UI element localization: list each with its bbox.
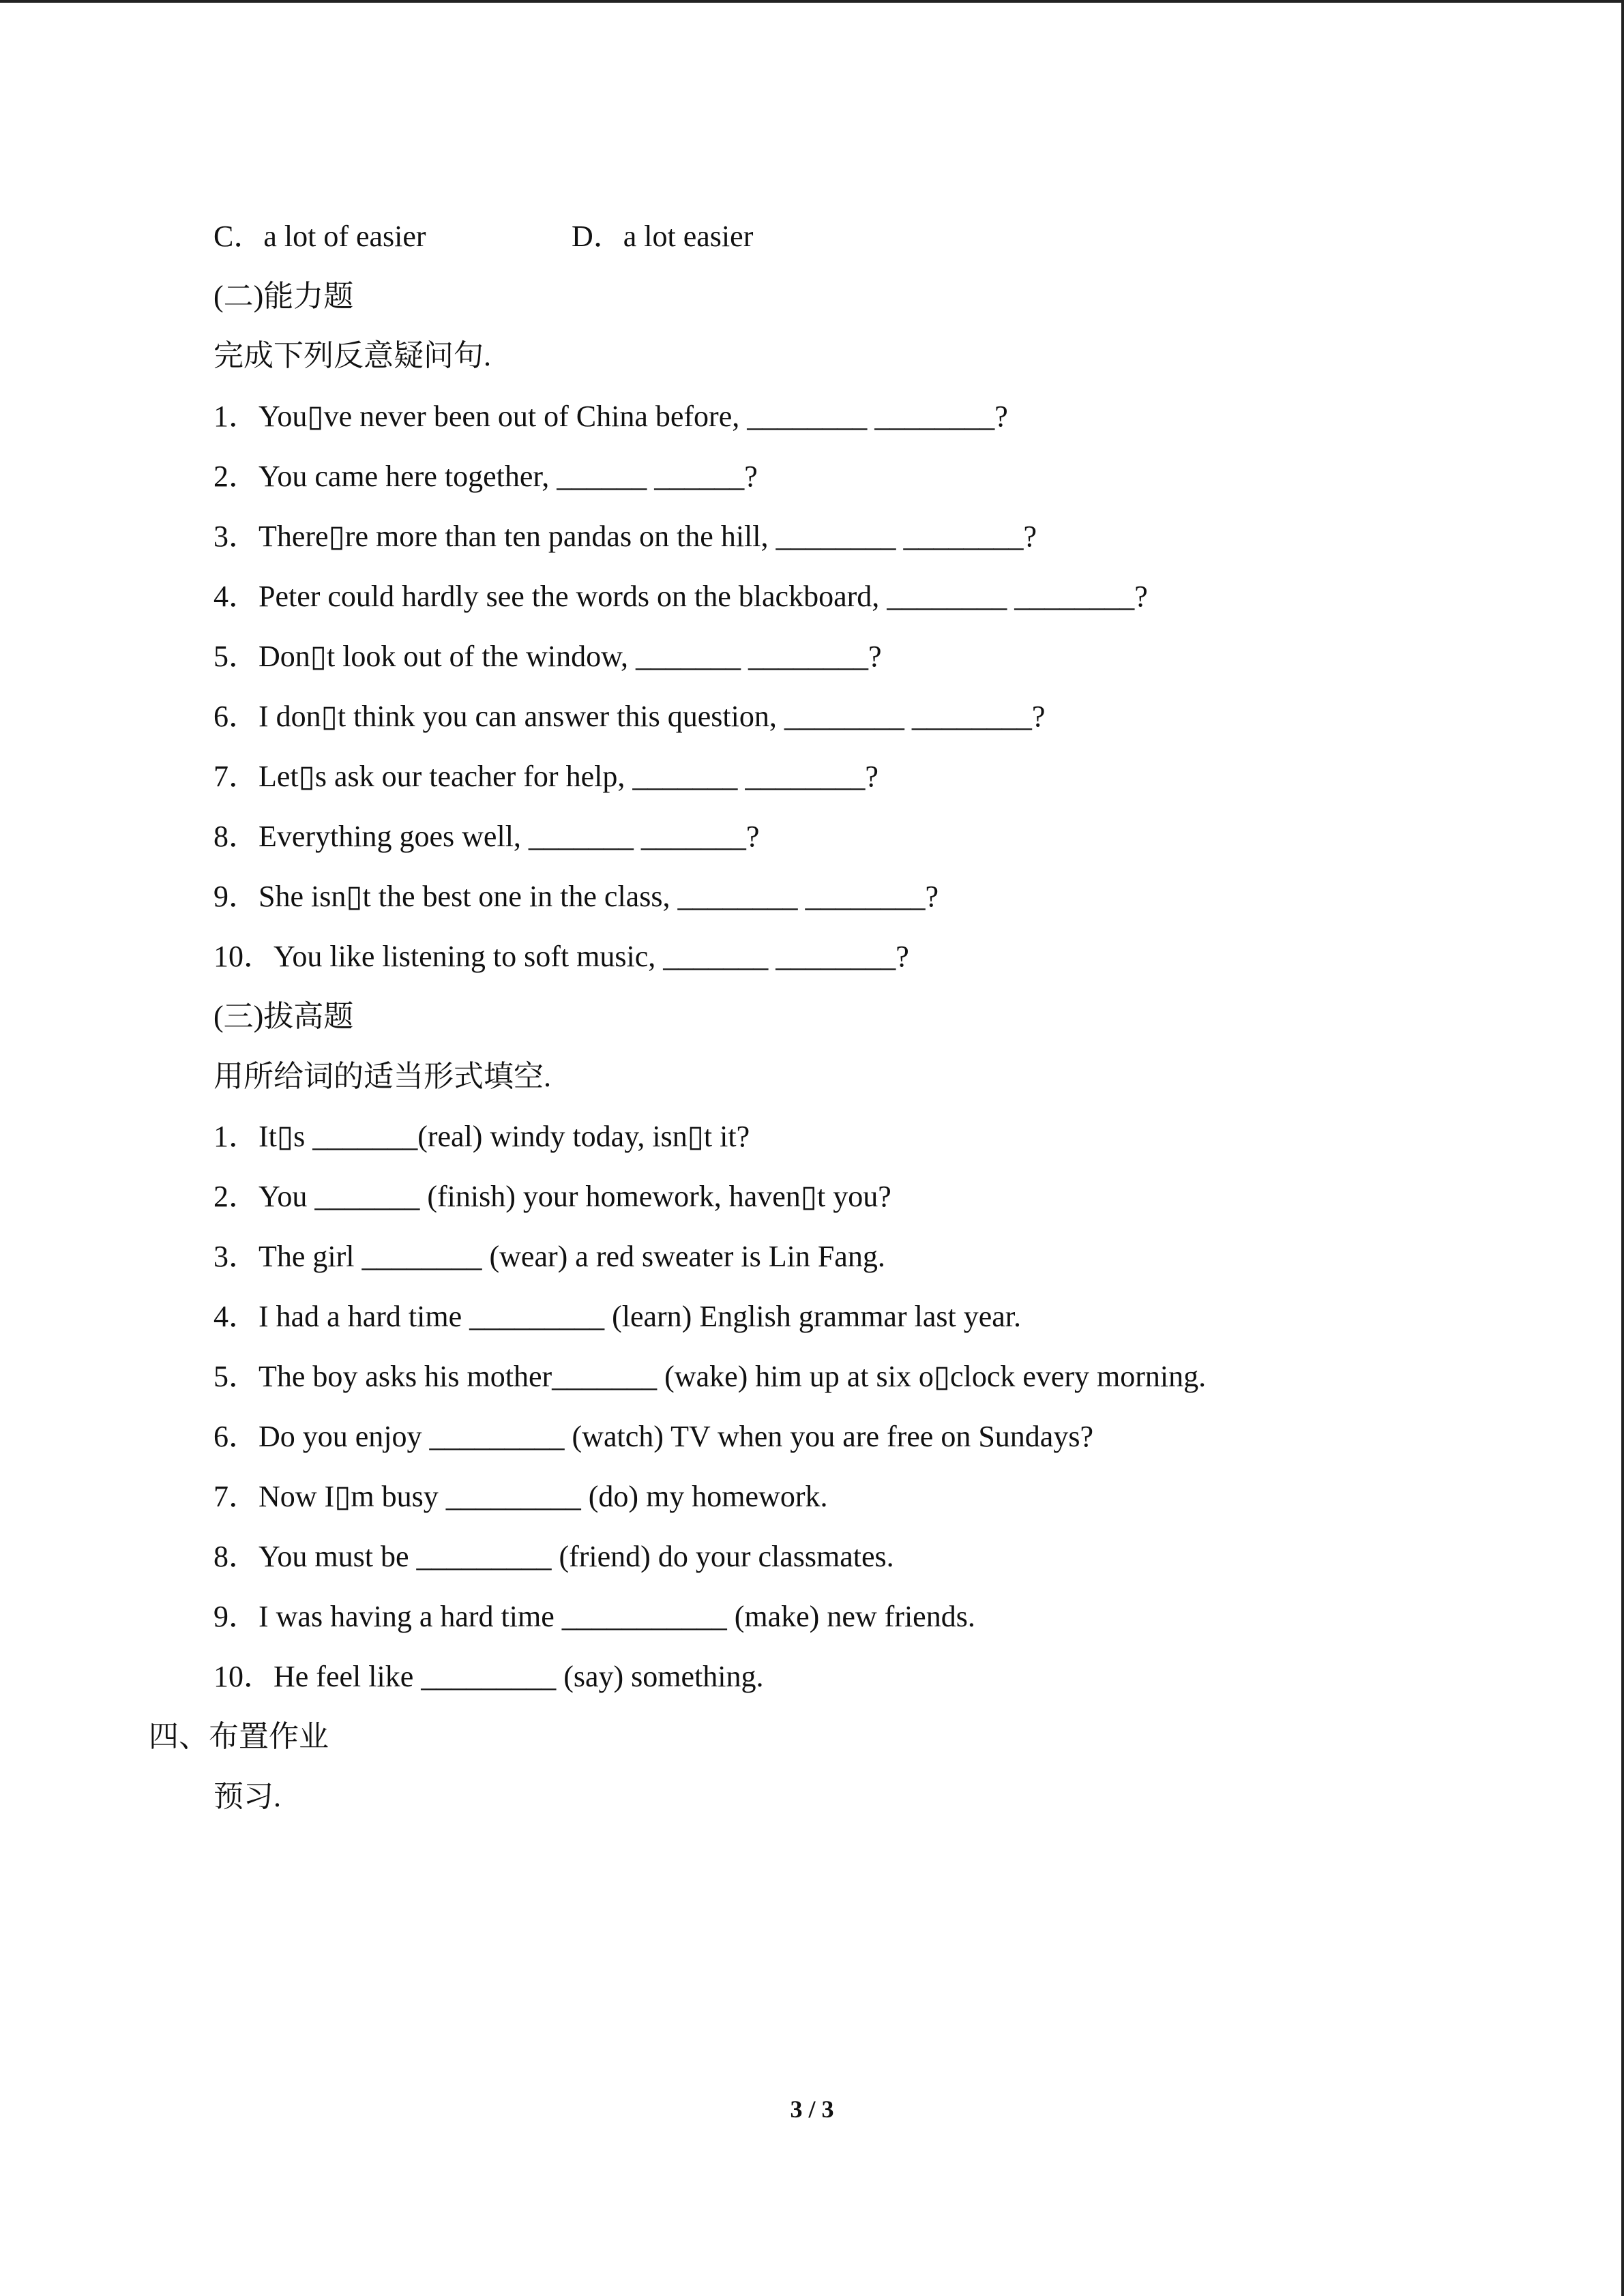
list-item: 10．He feel like _________ (say) something. — [213, 1660, 764, 1693]
section-heading-homework: 四、布置作业 — [149, 1720, 329, 1753]
section-instruction-fill-blanks: 用所给词的适当形式填空. — [213, 1060, 551, 1093]
list-item: 2．You _______ (finish) your homework, haven▯t you? — [213, 1180, 891, 1213]
list-item: 8．Everything goes well, _______ _______? — [213, 820, 760, 853]
list-item: 1．You▯ve never been out of China before, ________ ________? — [213, 400, 1008, 433]
list-item: 5．Don▯t look out of the window, _______ ________? — [213, 640, 882, 673]
list-item: 9．She isn▯t the best one in the class, ________ ________? — [213, 880, 939, 913]
list-item: 3．There▯re more than ten pandas on the hill, ________ ________? — [213, 520, 1037, 553]
section-heading-ability: (二)能力题 — [213, 280, 354, 313]
list-item: 3．The girl ________ (wear) a red sweater is Lin Fang. — [213, 1240, 885, 1273]
list-item: 6．I don▯t think you can answer this question, ________ ________? — [213, 700, 1046, 733]
list-item: 2．You came here together, ______ ______? — [213, 460, 758, 493]
option-d: D．a lot easier — [572, 220, 754, 253]
list-item: 7．Now I▯m busy _________ (do) my homework. — [213, 1480, 828, 1513]
list-item: 4．Peter could hardly see the words on the blackboard, ________ ________? — [213, 580, 1148, 613]
list-item: 6．Do you enjoy _________ (watch) TV when you are free on Sundays? — [213, 1420, 1093, 1453]
list-item: 9．I was having a hard time ___________ (make) new friends. — [213, 1600, 975, 1633]
list-item: 7．Let▯s ask our teacher for help, _______ ________? — [213, 760, 879, 793]
section-heading-advanced: (三)拔高题 — [213, 1000, 354, 1033]
list-item: 4．I had a hard time _________ (learn) English grammar last year. — [213, 1300, 1021, 1333]
homework-content: 预习. — [213, 1780, 281, 1813]
page-number: 3 / 3 — [790, 2096, 834, 2123]
section-instruction-tag-questions: 完成下列反意疑问句. — [213, 339, 491, 372]
list-item: 5．The boy asks his mother_______ (wake) him up at six o▯clock every morning. — [213, 1360, 1207, 1393]
page-border-top — [0, 0, 1624, 3]
list-item: 8．You must be _________ (friend) do your classmates. — [213, 1540, 894, 1573]
page-border-right — [1621, 0, 1624, 2296]
option-c: C．a lot of easier — [213, 220, 426, 253]
list-item: 1．It▯s _______(real) windy today, isn▯t it? — [213, 1120, 750, 1153]
list-item: 10．You like listening to soft music, _______ ________? — [213, 940, 909, 973]
